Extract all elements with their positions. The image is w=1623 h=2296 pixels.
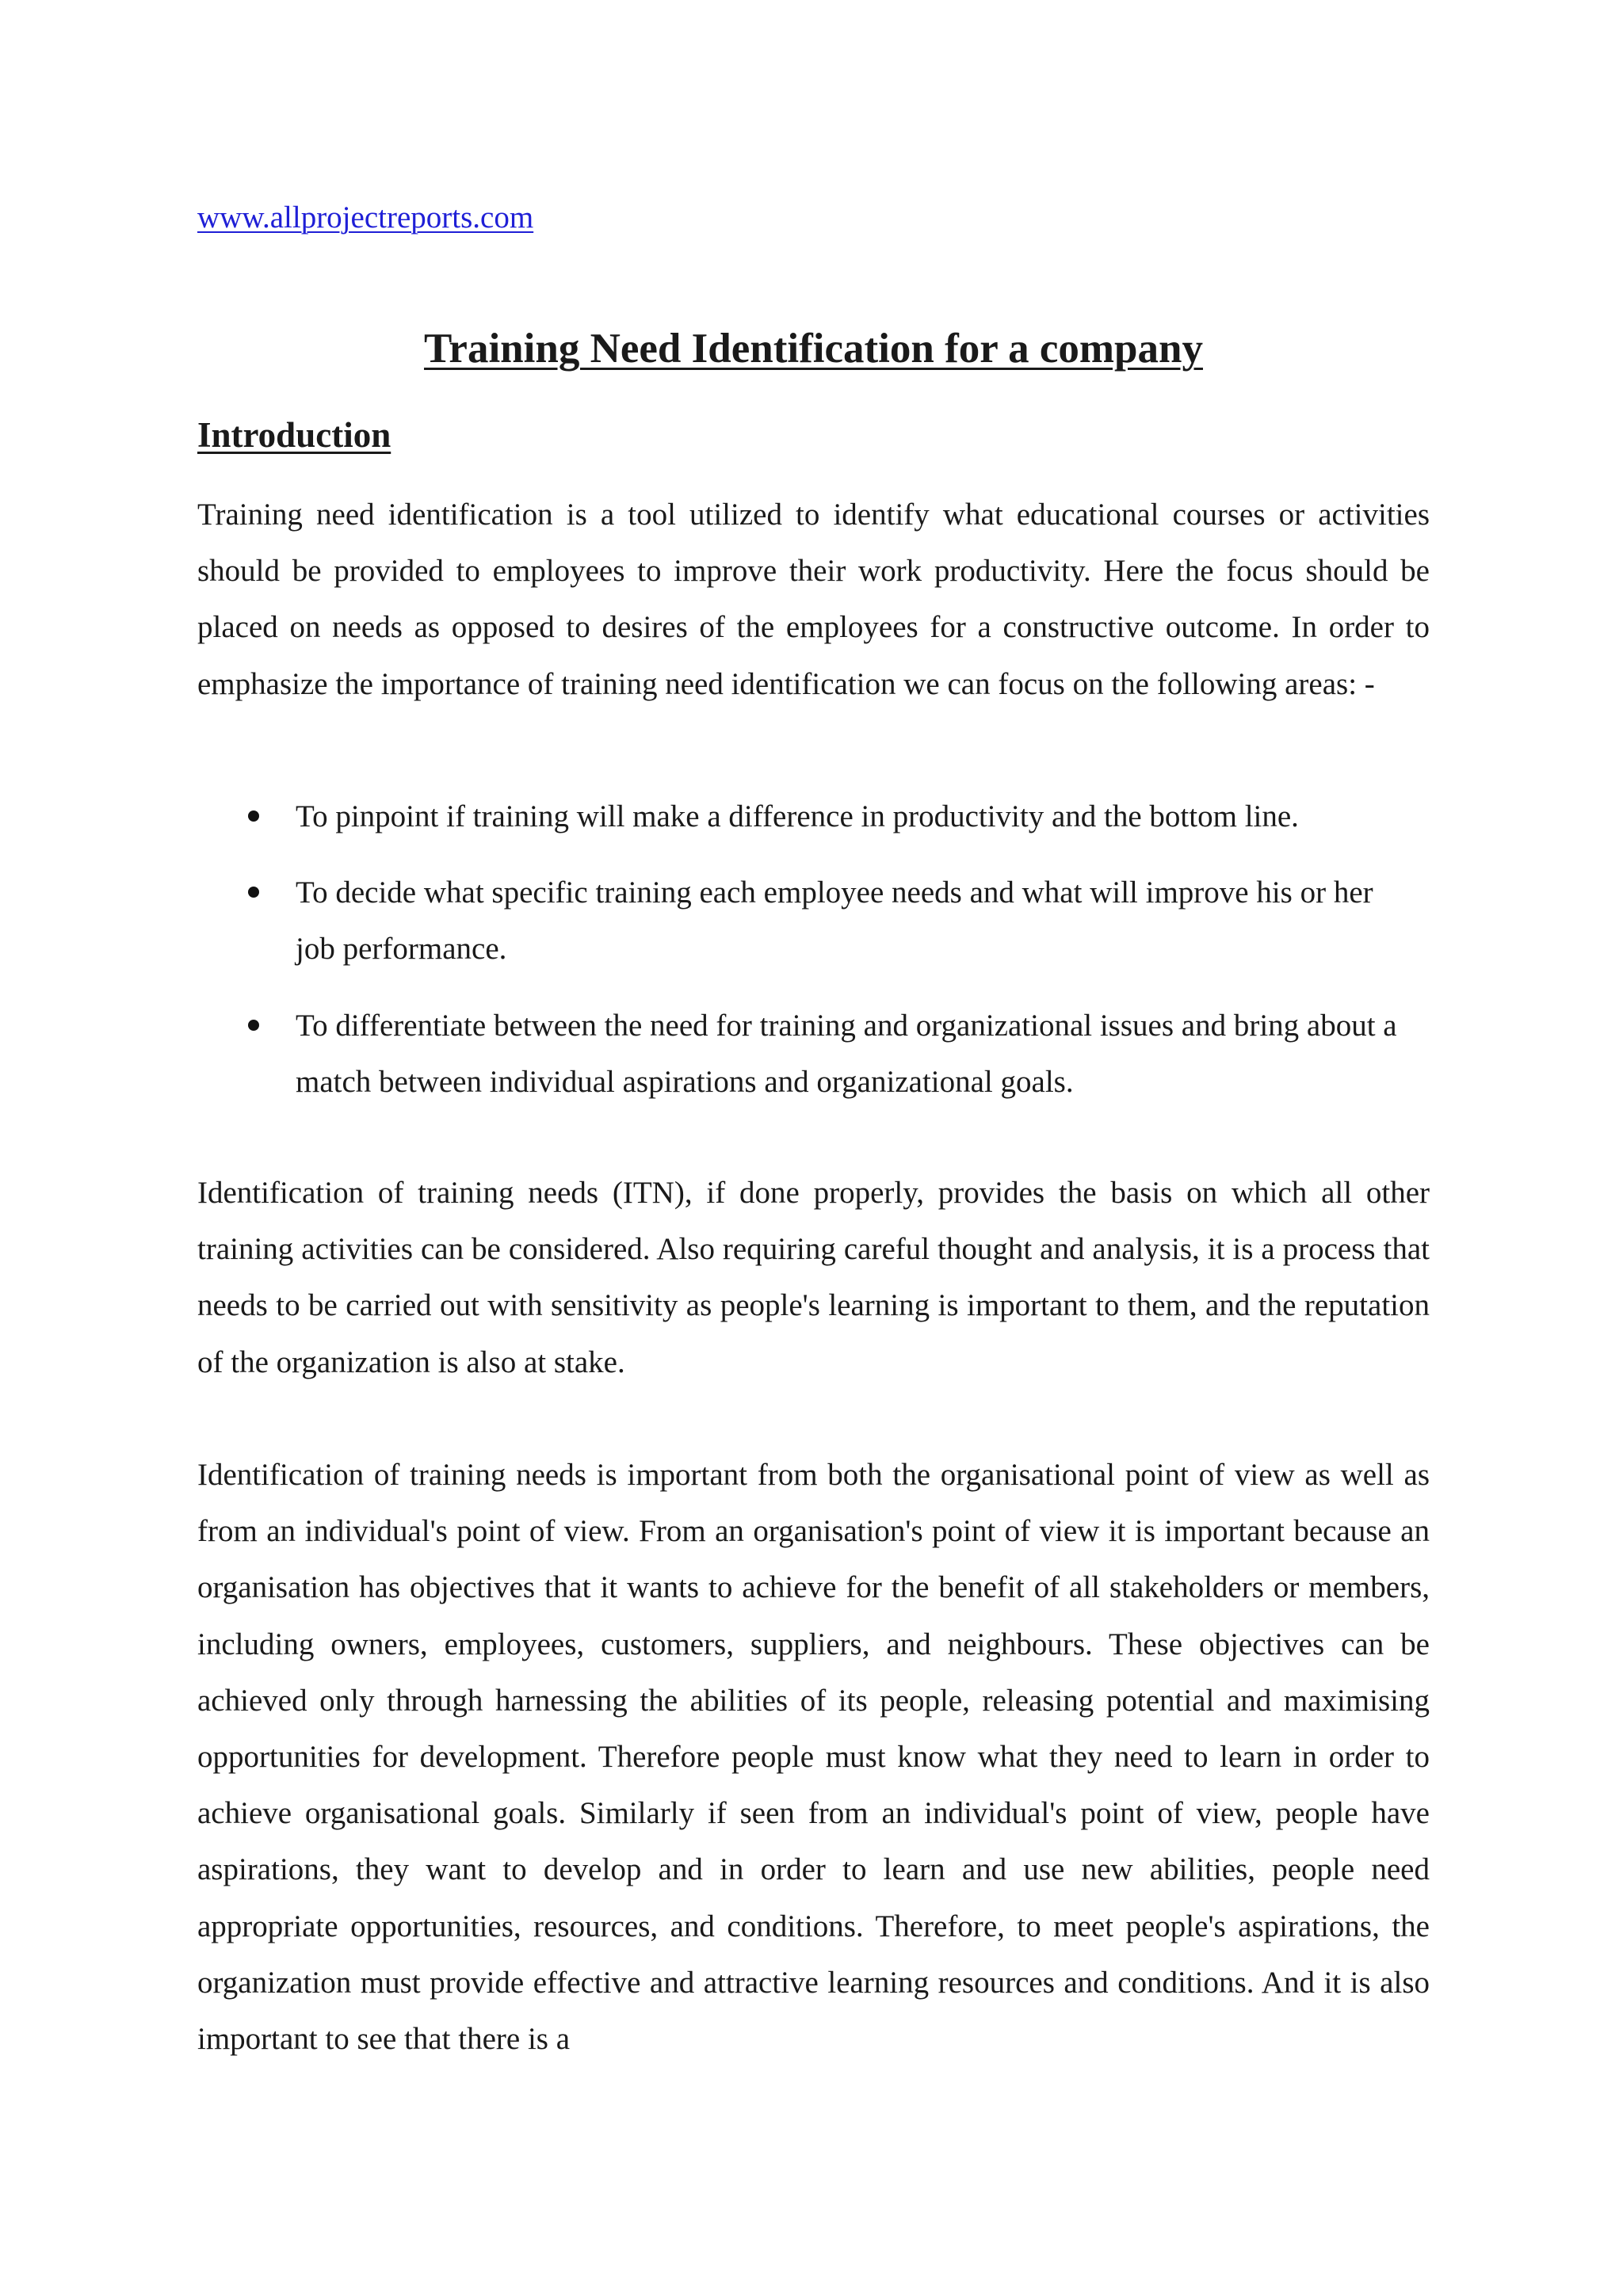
section-heading-introduction: Introduction [197,415,391,455]
list-item-text: To pinpoint if training will make a difference in productivity and the bottom line. [296,799,1299,833]
bullet-icon [248,887,259,898]
bullet-icon [248,1020,259,1031]
importance-paragraph: Identification of training needs is important from both the organisational point of view as well as from an individual's point of view. From an organisation's point of view it is important because an organisation has objectives that it wants to achieve for the benefit of all stakeholders or members, including owners, employees, customers, suppliers, and neighbours. These objectives can be achieved only through harnessing the abilities of its people, releasing potential and maximising opportunities for development. Therefore people must know what they need to learn in order to achieve organisational goals. Similarly if seen from an individual's point of view, people have aspirations, they want to develop and in order to learn and use new abilities, people need appropriate opportunities, resources, and conditions. Therefore, to meet people's aspirations, the organization must provide effective and attractive learning resources and conditions. And it is also important to see that there is a [197,1458,1430,2057]
list-item-text: To differentiate between the need for training and organizational issues and bring about a match between individual aspirations and organizational goals. [296,1008,1397,1099]
list-item [197,997,1430,1110]
document-title: Training Need Identification for a company [424,326,1203,372]
list-item-text: To decide what specific training each employee needs and what will improve his or her job performance. [296,875,1373,967]
intro-paragraph: Training need identification is a tool utilized to identify what educational courses or activities should be provided to employees to improve their work productivity. Here the focus should be placed on needs as opposed to desires of the employees for a constructive outcome. In order to emphasize the importance of training need identification we can focus on the following areas: - [197,498,1430,701]
bullet-icon [248,810,259,822]
itn-paragraph: Identification of training needs (ITN), if done properly, provides the basis on which all other training activities can be considered. Also requiring careful thought and analysis, it is a process that needs to be carried out with sensitivity as people's learning is important to them, and the reputation of the organization is also at stake. [197,1176,1430,1379]
list-item [197,788,1430,845]
bullet-list [197,788,1430,1130]
list-item [197,864,1430,977]
site-link[interactable]: www.allprojectreports.com [197,200,534,235]
